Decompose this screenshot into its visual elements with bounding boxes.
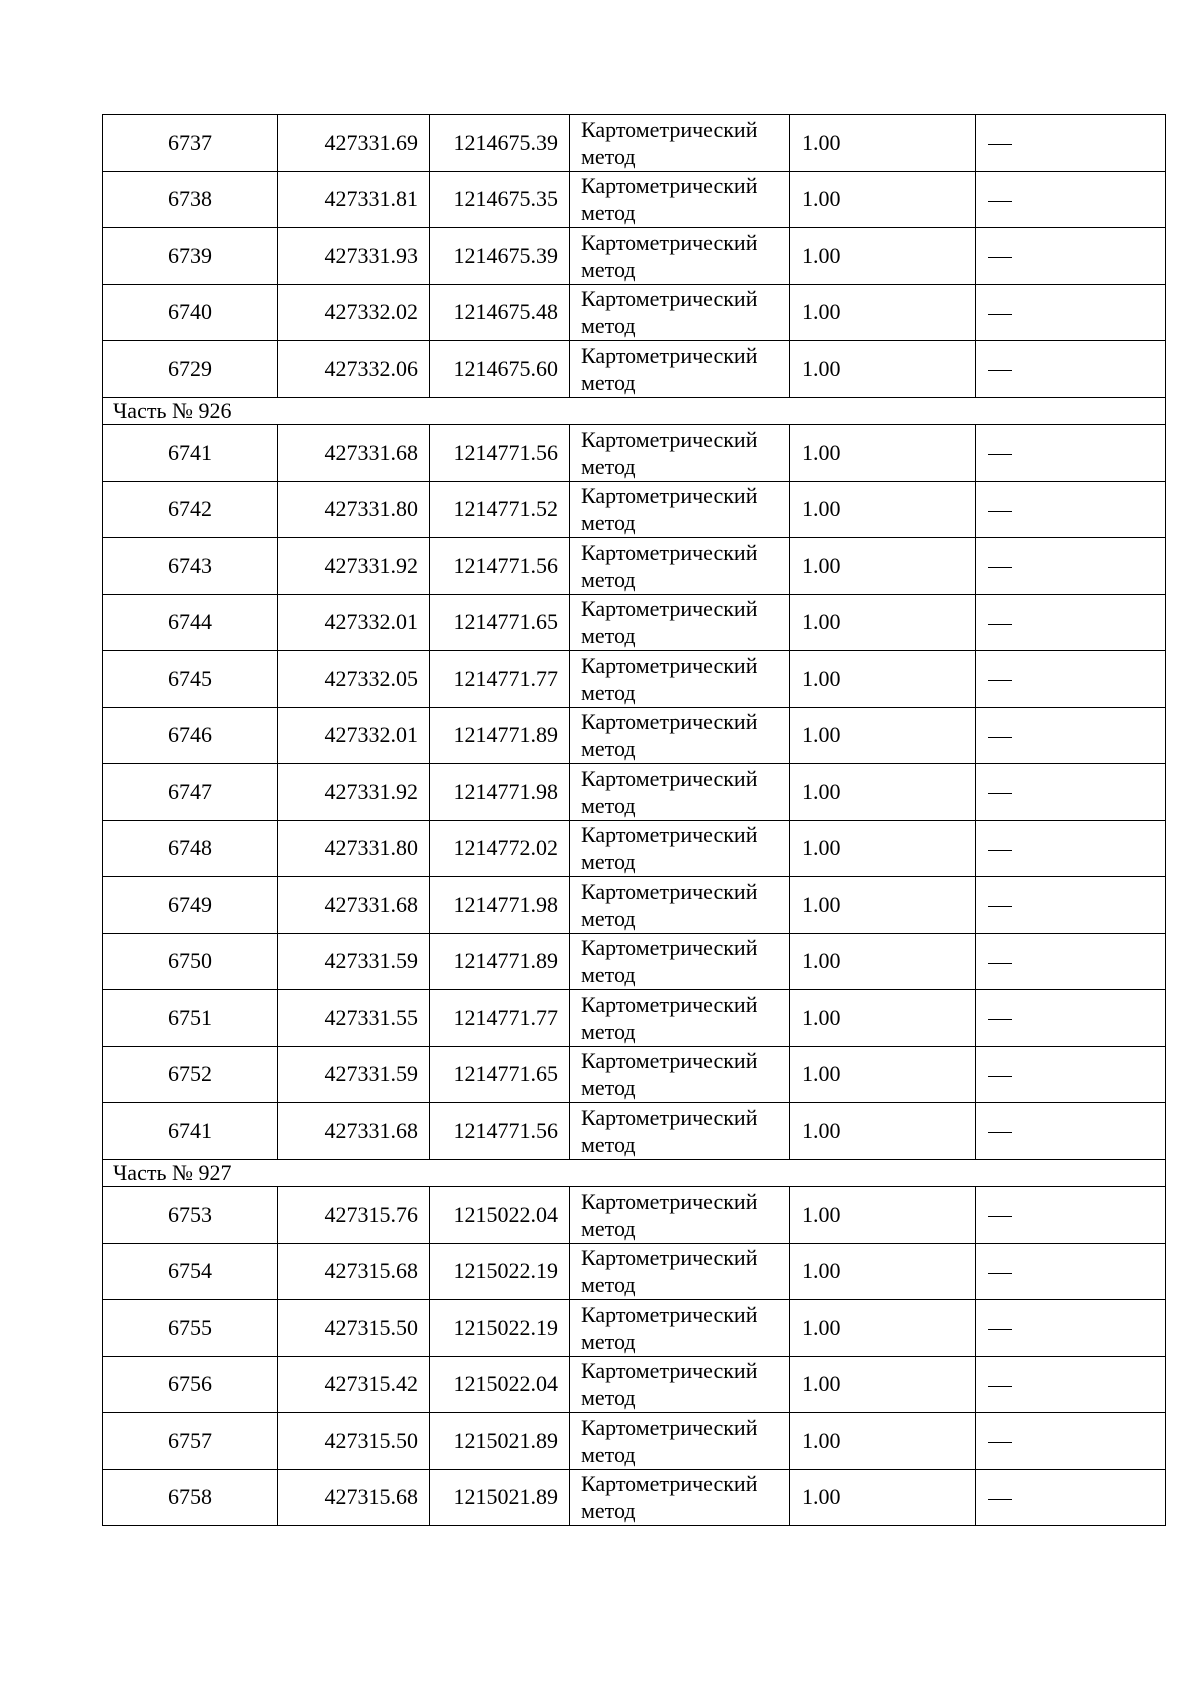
accuracy-cell: 1.00 — [790, 651, 976, 708]
method-line-2: метод — [581, 566, 636, 592]
method-line-1: Картометрический — [581, 1048, 758, 1074]
y-coordinate-cell: 1214675.35 — [430, 171, 570, 228]
description-cell — [976, 933, 1166, 990]
accuracy-cell: 1.00 — [790, 1300, 976, 1357]
y-coordinate-cell: 1215022.04 — [430, 1356, 570, 1413]
description-cell — [976, 707, 1166, 764]
point-number-cell: 6749 — [103, 877, 278, 934]
em-dash-icon — [988, 1386, 1012, 1387]
x-coordinate-cell: 427332.01 — [278, 707, 430, 764]
description-cell — [976, 764, 1166, 821]
method-cell — [570, 171, 790, 228]
table-row — [103, 115, 1166, 172]
point-number-cell: 6757 — [103, 1413, 278, 1470]
description-cell — [976, 877, 1166, 934]
method-line-2: метод — [581, 962, 636, 988]
description-cell — [976, 1356, 1166, 1413]
method-line-2: метод — [581, 1075, 636, 1101]
y-coordinate-cell: 1214675.39 — [430, 115, 570, 172]
x-coordinate-cell: 427332.06 — [278, 341, 430, 398]
table-row — [103, 594, 1166, 651]
method-line-2: метод — [581, 256, 636, 282]
x-coordinate-cell: 427331.69 — [278, 115, 430, 172]
table-row — [103, 820, 1166, 877]
method-cell — [570, 481, 790, 538]
y-coordinate-cell: 1214771.56 — [430, 538, 570, 595]
y-coordinate-cell: 1214771.89 — [430, 707, 570, 764]
description-cell — [976, 1103, 1166, 1160]
table-row — [103, 1103, 1166, 1160]
method-cell — [570, 1187, 790, 1244]
point-number-cell: 6752 — [103, 1046, 278, 1103]
description-cell — [976, 171, 1166, 228]
method-cell — [570, 115, 790, 172]
em-dash-icon — [988, 511, 1012, 512]
method-cell — [570, 933, 790, 990]
method-line-1: Картометрический — [581, 173, 758, 199]
table-row — [103, 651, 1166, 708]
table-row — [103, 933, 1166, 990]
description-cell — [976, 425, 1166, 482]
method-line-1: Картометрический — [581, 765, 758, 791]
method-line-2: метод — [581, 736, 636, 762]
table-row — [103, 1356, 1166, 1413]
method-line-2: метод — [581, 1441, 636, 1467]
em-dash-icon — [988, 1499, 1012, 1500]
method-cell — [570, 1413, 790, 1470]
accuracy-cell: 1.00 — [790, 115, 976, 172]
method-cell — [570, 1046, 790, 1103]
point-number-cell: 6748 — [103, 820, 278, 877]
em-dash-icon — [988, 624, 1012, 625]
method-line-1: Картометрический — [581, 596, 758, 622]
em-dash-icon — [988, 567, 1012, 568]
x-coordinate-cell: 427331.59 — [278, 933, 430, 990]
accuracy-cell: 1.00 — [790, 1046, 976, 1103]
table-row — [103, 284, 1166, 341]
method-cell — [570, 877, 790, 934]
accuracy-cell: 1.00 — [790, 171, 976, 228]
y-coordinate-cell: 1214771.98 — [430, 764, 570, 821]
point-number-cell: 6739 — [103, 228, 278, 285]
method-cell — [570, 341, 790, 398]
accuracy-cell: 1.00 — [790, 877, 976, 934]
point-number-cell: 6751 — [103, 990, 278, 1047]
method-line-2: метод — [581, 1018, 636, 1044]
method-line-1: Картометрический — [581, 709, 758, 735]
table-row — [103, 341, 1166, 398]
point-number-cell: 6737 — [103, 115, 278, 172]
em-dash-icon — [988, 963, 1012, 964]
point-number-cell: 6755 — [103, 1300, 278, 1357]
point-number-cell: 6747 — [103, 764, 278, 821]
description-cell — [976, 341, 1166, 398]
description-cell — [976, 1469, 1166, 1526]
method-line-1: Картометрический — [581, 483, 758, 509]
x-coordinate-cell: 427315.76 — [278, 1187, 430, 1244]
method-line-2: метод — [581, 1131, 636, 1157]
point-number-cell: 6740 — [103, 284, 278, 341]
x-coordinate-cell: 427315.68 — [278, 1243, 430, 1300]
point-number-cell: 6729 — [103, 341, 278, 398]
x-coordinate-cell: 427315.50 — [278, 1413, 430, 1470]
em-dash-icon — [988, 314, 1012, 315]
method-line-2: метод — [581, 623, 636, 649]
x-coordinate-cell: 427331.55 — [278, 990, 430, 1047]
description-cell — [976, 820, 1166, 877]
method-line-1: Картометрический — [581, 286, 758, 312]
x-coordinate-cell: 427331.68 — [278, 877, 430, 934]
x-coordinate-cell: 427331.93 — [278, 228, 430, 285]
method-line-1: Картометрический — [581, 991, 758, 1017]
method-line-1: Картометрический — [581, 1358, 758, 1384]
x-coordinate-cell: 427332.01 — [278, 594, 430, 651]
description-cell — [976, 651, 1166, 708]
table-row — [103, 1413, 1166, 1470]
x-coordinate-cell: 427332.02 — [278, 284, 430, 341]
method-line-1: Картометрический — [581, 1301, 758, 1327]
method-line-2: метод — [581, 905, 636, 931]
method-line-1: Картометрический — [581, 935, 758, 961]
y-coordinate-cell: 1214771.56 — [430, 1103, 570, 1160]
method-line-2: метод — [581, 453, 636, 479]
accuracy-cell: 1.00 — [790, 933, 976, 990]
y-coordinate-cell: 1214771.65 — [430, 594, 570, 651]
method-line-1: Картометрический — [581, 1245, 758, 1271]
method-line-2: метод — [581, 510, 636, 536]
y-coordinate-cell: 1214675.48 — [430, 284, 570, 341]
x-coordinate-cell: 427332.05 — [278, 651, 430, 708]
description-cell — [976, 594, 1166, 651]
accuracy-cell: 1.00 — [790, 341, 976, 398]
em-dash-icon — [988, 201, 1012, 202]
description-cell — [976, 1187, 1166, 1244]
em-dash-icon — [988, 850, 1012, 851]
section-row — [103, 397, 1166, 425]
table-row — [103, 707, 1166, 764]
accuracy-cell: 1.00 — [790, 425, 976, 482]
point-number-cell: 6738 — [103, 171, 278, 228]
method-cell — [570, 1469, 790, 1526]
x-coordinate-cell: 427331.92 — [278, 764, 430, 821]
method-line-2: метод — [581, 143, 636, 169]
table-row — [103, 481, 1166, 538]
method-line-1: Картометрический — [581, 1471, 758, 1497]
x-coordinate-cell: 427331.80 — [278, 820, 430, 877]
em-dash-icon — [988, 1442, 1012, 1443]
y-coordinate-cell: 1214771.65 — [430, 1046, 570, 1103]
description-cell — [976, 538, 1166, 595]
table-row — [103, 990, 1166, 1047]
method-cell — [570, 284, 790, 341]
point-number-cell: 6746 — [103, 707, 278, 764]
accuracy-cell: 1.00 — [790, 707, 976, 764]
point-number-cell: 6744 — [103, 594, 278, 651]
y-coordinate-cell: 1214771.89 — [430, 933, 570, 990]
description-cell — [976, 284, 1166, 341]
em-dash-icon — [988, 1329, 1012, 1330]
point-number-cell: 6742 — [103, 481, 278, 538]
table-row — [103, 171, 1166, 228]
accuracy-cell: 1.00 — [790, 228, 976, 285]
y-coordinate-cell: 1214675.60 — [430, 341, 570, 398]
method-line-1: Картометрический — [581, 822, 758, 848]
method-line-1: Картометрический — [581, 1414, 758, 1440]
method-line-2: метод — [581, 849, 636, 875]
accuracy-cell: 1.00 — [790, 990, 976, 1047]
method-cell — [570, 651, 790, 708]
y-coordinate-cell: 1214771.77 — [430, 651, 570, 708]
method-line-2: метод — [581, 1498, 636, 1524]
em-dash-icon — [988, 1273, 1012, 1274]
em-dash-icon — [988, 144, 1012, 145]
table-row — [103, 1469, 1166, 1526]
coordinates-table — [102, 114, 1166, 1526]
y-coordinate-cell: 1214771.98 — [430, 877, 570, 934]
method-cell — [570, 1243, 790, 1300]
method-line-2: метод — [581, 369, 636, 395]
em-dash-icon — [988, 257, 1012, 258]
method-line-2: метод — [581, 313, 636, 339]
point-number-cell: 6741 — [103, 425, 278, 482]
method-cell — [570, 820, 790, 877]
method-cell — [570, 1300, 790, 1357]
x-coordinate-cell: 427331.92 — [278, 538, 430, 595]
x-coordinate-cell: 427331.68 — [278, 425, 430, 482]
accuracy-cell: 1.00 — [790, 1243, 976, 1300]
section-label: Часть № 927 — [103, 1159, 1166, 1187]
accuracy-cell: 1.00 — [790, 1103, 976, 1160]
x-coordinate-cell: 427331.59 — [278, 1046, 430, 1103]
accuracy-cell: 1.00 — [790, 820, 976, 877]
description-cell — [976, 1300, 1166, 1357]
method-cell — [570, 764, 790, 821]
method-line-1: Картометрический — [581, 652, 758, 678]
method-line-1: Картометрический — [581, 1104, 758, 1130]
method-line-1: Картометрический — [581, 878, 758, 904]
table-row — [103, 228, 1166, 285]
accuracy-cell: 1.00 — [790, 764, 976, 821]
x-coordinate-cell: 427315.68 — [278, 1469, 430, 1526]
point-number-cell: 6750 — [103, 933, 278, 990]
description-cell — [976, 1413, 1166, 1470]
em-dash-icon — [988, 793, 1012, 794]
point-number-cell: 6753 — [103, 1187, 278, 1244]
method-line-1: Картометрический — [581, 1188, 758, 1214]
description-cell — [976, 990, 1166, 1047]
y-coordinate-cell: 1214772.02 — [430, 820, 570, 877]
accuracy-cell: 1.00 — [790, 1356, 976, 1413]
em-dash-icon — [988, 1132, 1012, 1133]
description-cell — [976, 228, 1166, 285]
y-coordinate-cell: 1215022.04 — [430, 1187, 570, 1244]
accuracy-cell: 1.00 — [790, 594, 976, 651]
method-cell — [570, 538, 790, 595]
table-row — [103, 538, 1166, 595]
method-cell — [570, 1103, 790, 1160]
method-line-2: метод — [581, 1215, 636, 1241]
em-dash-icon — [988, 906, 1012, 907]
method-cell — [570, 425, 790, 482]
x-coordinate-cell: 427331.80 — [278, 481, 430, 538]
method-line-1: Картометрический — [581, 342, 758, 368]
em-dash-icon — [988, 1216, 1012, 1217]
description-cell — [976, 115, 1166, 172]
x-coordinate-cell: 427331.81 — [278, 171, 430, 228]
accuracy-cell: 1.00 — [790, 481, 976, 538]
method-line-2: метод — [581, 200, 636, 226]
accuracy-cell: 1.00 — [790, 284, 976, 341]
y-coordinate-cell: 1215022.19 — [430, 1243, 570, 1300]
method-cell — [570, 990, 790, 1047]
y-coordinate-cell: 1214771.56 — [430, 425, 570, 482]
accuracy-cell: 1.00 — [790, 538, 976, 595]
em-dash-icon — [988, 1076, 1012, 1077]
x-coordinate-cell: 427315.42 — [278, 1356, 430, 1413]
table-row — [103, 1243, 1166, 1300]
em-dash-icon — [988, 454, 1012, 455]
section-label: Часть № 926 — [103, 397, 1166, 425]
point-number-cell: 6754 — [103, 1243, 278, 1300]
x-coordinate-cell: 427331.68 — [278, 1103, 430, 1160]
point-number-cell: 6745 — [103, 651, 278, 708]
section-row — [103, 1159, 1166, 1187]
method-line-1: Картометрический — [581, 426, 758, 452]
table-row — [103, 877, 1166, 934]
method-line-2: метод — [581, 792, 636, 818]
table-row — [103, 1300, 1166, 1357]
em-dash-icon — [988, 737, 1012, 738]
method-cell — [570, 228, 790, 285]
method-line-2: метод — [581, 1272, 636, 1298]
description-cell — [976, 481, 1166, 538]
accuracy-cell: 1.00 — [790, 1413, 976, 1470]
method-line-2: метод — [581, 679, 636, 705]
point-number-cell: 6756 — [103, 1356, 278, 1413]
x-coordinate-cell: 427315.50 — [278, 1300, 430, 1357]
y-coordinate-cell: 1215021.89 — [430, 1469, 570, 1526]
point-number-cell: 6758 — [103, 1469, 278, 1526]
table-row — [103, 425, 1166, 482]
em-dash-icon — [988, 370, 1012, 371]
method-line-1: Картометрический — [581, 229, 758, 255]
description-cell — [976, 1243, 1166, 1300]
accuracy-cell: 1.00 — [790, 1469, 976, 1526]
point-number-cell: 6743 — [103, 538, 278, 595]
method-line-1: Картометрический — [581, 116, 758, 142]
accuracy-cell: 1.00 — [790, 1187, 976, 1244]
method-line-1: Картометрический — [581, 539, 758, 565]
em-dash-icon — [988, 680, 1012, 681]
method-cell — [570, 594, 790, 651]
method-line-2: метод — [581, 1385, 636, 1411]
method-line-2: метод — [581, 1328, 636, 1354]
y-coordinate-cell: 1214675.39 — [430, 228, 570, 285]
description-cell — [976, 1046, 1166, 1103]
y-coordinate-cell: 1214771.52 — [430, 481, 570, 538]
method-cell — [570, 1356, 790, 1413]
coordinates-table-body — [103, 115, 1166, 1526]
y-coordinate-cell: 1215022.19 — [430, 1300, 570, 1357]
y-coordinate-cell: 1215021.89 — [430, 1413, 570, 1470]
point-number-cell: 6741 — [103, 1103, 278, 1160]
table-row — [103, 1187, 1166, 1244]
method-cell — [570, 707, 790, 764]
y-coordinate-cell: 1214771.77 — [430, 990, 570, 1047]
em-dash-icon — [988, 1019, 1012, 1020]
table-row — [103, 1046, 1166, 1103]
table-row — [103, 764, 1166, 821]
